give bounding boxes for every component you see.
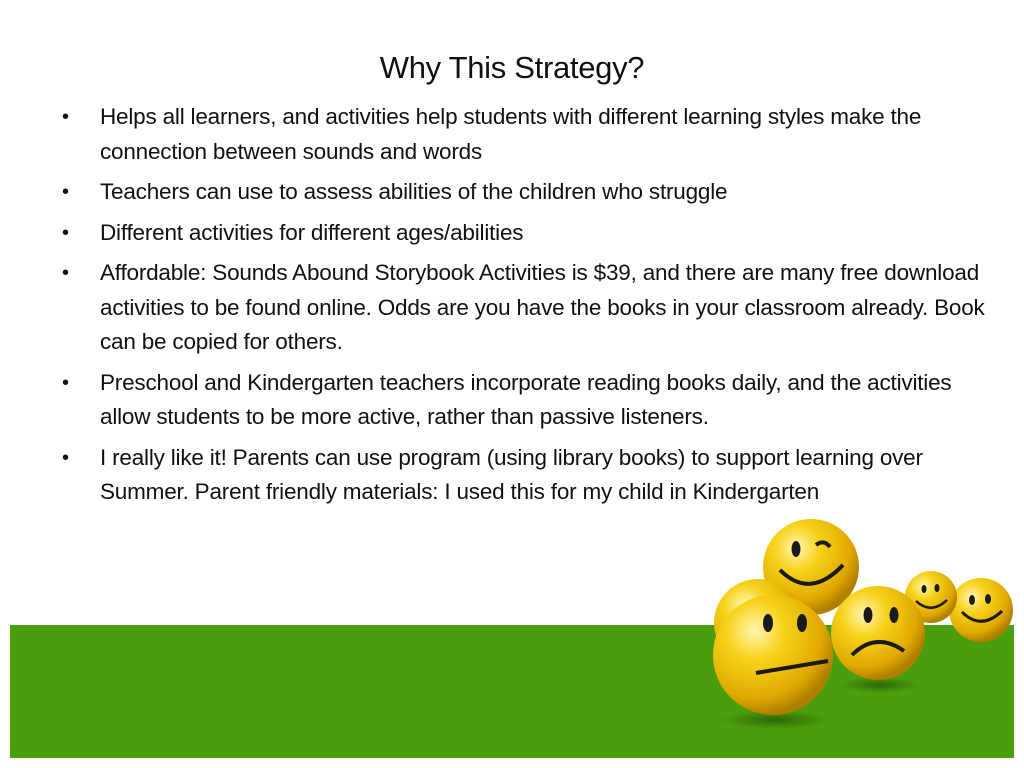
- slide-title: Why This Strategy?: [379, 50, 645, 85]
- bullet-icon: •: [62, 106, 69, 128]
- bullet-item: [62, 441, 997, 510]
- bullet-item: [62, 175, 997, 210]
- bullet-icon: •: [62, 446, 69, 469]
- smiley-small-far-icon: [949, 578, 1013, 642]
- bullet-item: [62, 256, 997, 360]
- bullet-item: [62, 216, 997, 251]
- bullet-text: Helps all learners, and activities help students with different learning styles make the connection between sounds and words: [100, 104, 922, 164]
- bullet-item: [62, 100, 997, 169]
- bullet-icon: •: [62, 181, 69, 203]
- bullet-text: I really like it! Parents can use program (using library books) to support learning over Summer. Parent friendly materials: I used this for my child in Kindergarten: [100, 444, 923, 504]
- neutral-face-icon: [713, 595, 833, 729]
- bullet-text: Different activities for different ages/abilities: [100, 219, 524, 245]
- bullet-icon: •: [62, 221, 69, 244]
- smiley-faces-illustration: [700, 515, 1024, 730]
- bullet-text: Affordable: Sounds Abound Storybook Activities is $39, and there are many free download activities to be found online. Odds are you have the books in your classroom already. Book can be copied for others.: [100, 260, 985, 354]
- bullet-item: [62, 366, 997, 435]
- frowning-face-icon: [831, 586, 925, 693]
- bullet-icon: •: [62, 371, 69, 394]
- bullet-text: Preschool and Kindergarten teachers incorporate reading books daily, and the activities allow students to be more active, rather than passive listeners.: [100, 369, 952, 429]
- bullet-icon: •: [62, 262, 69, 284]
- bullet-list: [62, 100, 997, 516]
- bullet-text: Teachers can use to assess abilities of the children who struggle: [100, 179, 728, 204]
